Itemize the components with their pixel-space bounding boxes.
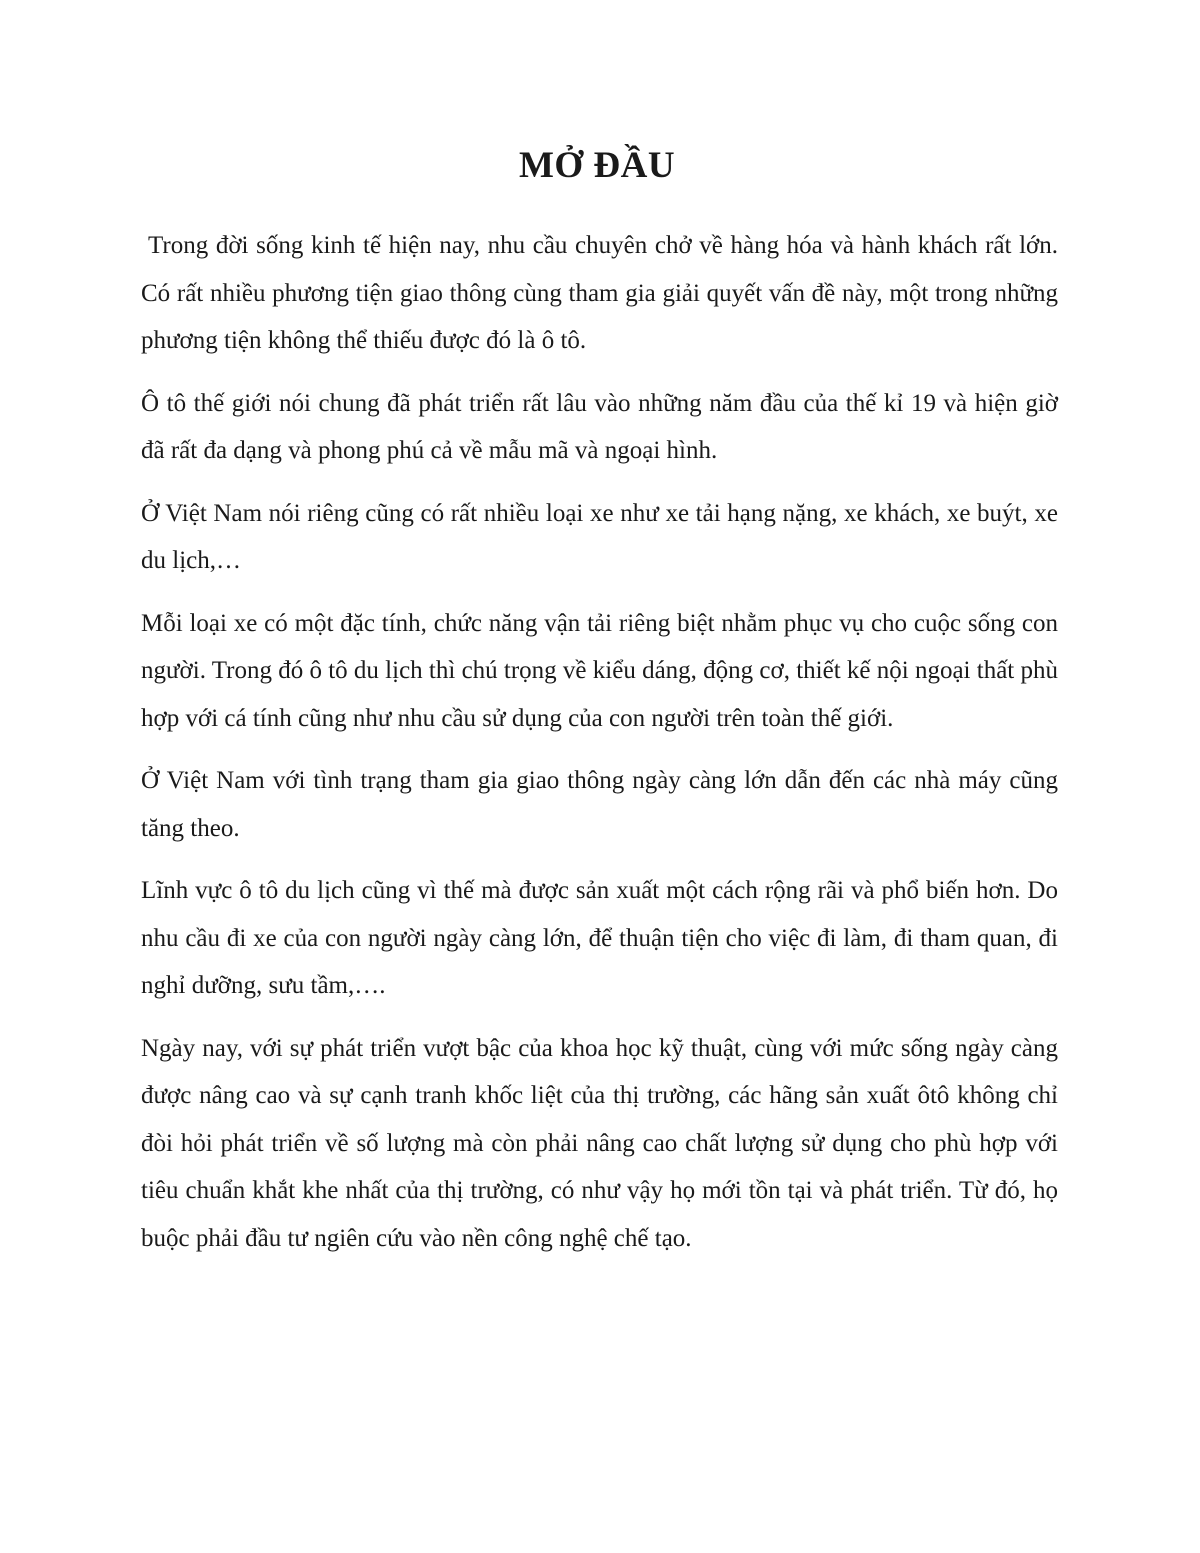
paragraph-world-cars: Ô tô thế giới nói chung đã phát triển rất lâu vào những năm đầu của thế kỉ 19 và hiện giờ đã rất đa dạng và phong phú cả về mẫu mã và ngoại hình. (141, 389, 1058, 464)
document-body (141, 222, 1058, 1277)
paragraph-intro: Trong đời sống kinh tế hiện nay, nhu cầu chuyên chở về hàng hóa và hành khách rất lớn. Có rất nhiều phương tiện giao thông cùng tham gia giải quyết vấn đề này, một trong những phương tiện không thể thiếu được đó là ô tô. (141, 232, 1058, 354)
document-title: MỞ ĐẦU (518, 145, 676, 186)
paragraph-vehicle-types: Mỗi loại xe có một đặc tính, chức năng vận tải riêng biệt nhằm phục vụ cho cuộc sống con người. Trong đó ô tô du lịch thì chú trọng về kiểu dáng, động cơ, thiết kế nội ngoại thất phù hợp với cá tính cũng như nhu cầu sử dụng của con người trên toàn thế giới. (141, 609, 1058, 732)
paragraph-modern-development: Ngày nay, với sự phát triển vượt bậc của khoa học kỹ thuật, cùng với mức sống ngày càng được nâng cao và sự cạnh tranh khốc liệt của thị trường, các hãng sản xuất ôtô không chỉ đòi hỏi phát triển về số lượng mà còn phải nâng cao chất lượng sử dụng cho phù hợp với tiêu chuẩn khắt khe nhất của thị trường, có như vậy họ mới tồn tại và phát triển. Từ đó, họ buộc phải đầu tư ngiên cứu vào nền công nghệ chế tạo. (141, 1034, 1058, 1252)
paragraph-vietnam-traffic: Ở Việt Nam với tình trạng tham gia giao thông ngày càng lớn dẫn đến các nhà máy cũng tăng theo. (141, 767, 1058, 842)
paragraph-vietnam-vehicles: Ở Việt Nam nói riêng cũng có rất nhiều loại xe như xe tải hạng nặng, xe khách, xe buýt, xe du lịch,… (141, 499, 1058, 574)
paragraph-tourist-cars: Lĩnh vực ô tô du lịch cũng vì thế mà được sản xuất một cách rộng rãi và phổ biến hơn. Do nhu cầu đi xe của con người ngày càng lớn, để thuận tiện cho việc đi làm, đi tham quan, đi nghỉ dưỡng, sưu tầm,…. (141, 877, 1058, 999)
